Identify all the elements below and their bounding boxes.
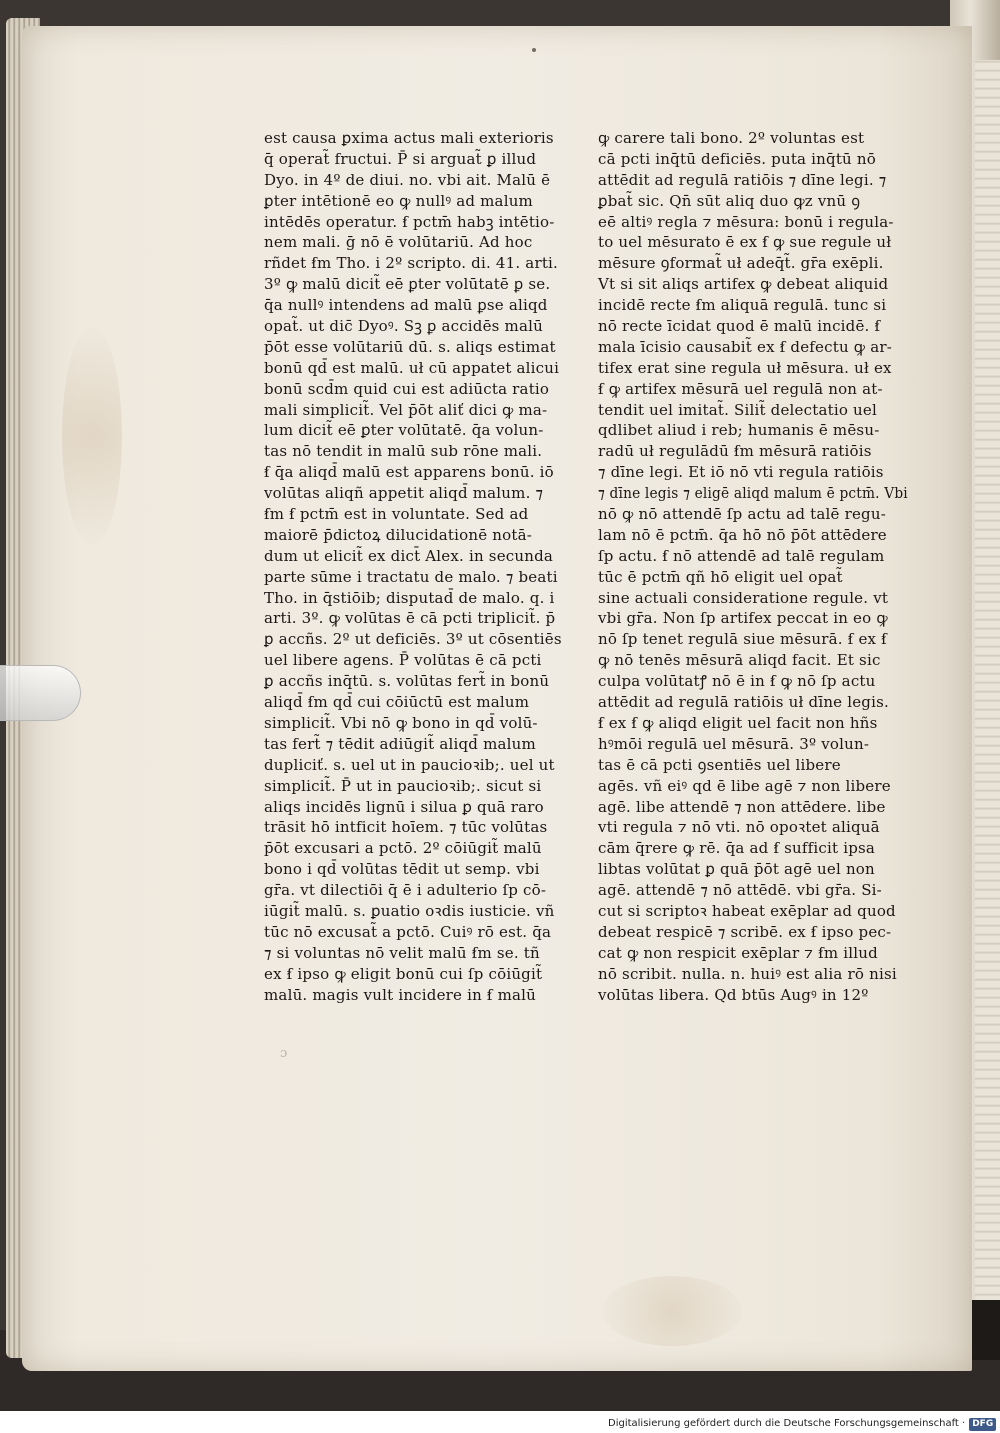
- text-line: Dyo. in 4º de diui. no. vbi ait. Malū ē: [264, 170, 551, 189]
- text-line: lum dicit̃ eē ꝑter volūtatē. q̄a volun-: [264, 421, 544, 440]
- credit-text: Digitalisierung gefördert durch die Deutsche Forschungsgemeinschaft ·: [608, 1418, 966, 1429]
- text-line: est causa ꝑxima actus mali exterioris: [264, 129, 554, 147]
- text-line: tūc ē pctm̄ qñ hō eligit uel opat̃: [598, 567, 843, 586]
- text-line: ꝙ carere tali bono. 2º voluntas est: [598, 129, 865, 147]
- text-line: tifex erat sine regula uł mēsura. uł ex: [598, 358, 892, 377]
- text-line: ⁊ dīne legi. Et iō nō vti regula ratiōis: [598, 463, 884, 482]
- text-line: bono i qd̄ volūtas tēdit ut semp. vbi: [264, 860, 540, 879]
- paper-stain: [602, 1276, 742, 1346]
- text-line: iūgit̃ malū. s. ꝑuatio oꝛdis iusticie. vñ: [264, 901, 555, 920]
- text-line: ẜ ꝙ artifex mēsurā uel regulā non at-: [598, 379, 883, 398]
- text-line: ⁊ dīne legis ⁊ eligē aliqd malum ē pctm̄. Vbi: [598, 484, 908, 503]
- text-line: debeat respicē ⁊ scribē. ex ẜ ipso pec-: [598, 922, 892, 941]
- text-line: tendit uel imitat̃. Silit̃ delectatio uel: [598, 400, 877, 419]
- text-line: Vt si sit aliqs artifex ꝙ debeat aliquid: [598, 275, 889, 294]
- text-line: ꝑbat̃ sic. Qn̄ sūt aliq duo ꝙz vnū ꝯ: [598, 191, 861, 210]
- text-line: mēsure ꝯformat̃ uł adeq̄t̃. gr̄a exēpli.: [598, 254, 884, 273]
- paper-stain: [62, 326, 122, 546]
- text-line: bonū qd̄ est malū. uł cū appatet alicui: [264, 358, 560, 377]
- text-line: tas nō tendit in malū sub rōne mali.: [264, 442, 543, 461]
- dfg-logo: DFG: [969, 1418, 996, 1431]
- text-line: cām q̄rere ꝙ rē. q̄a ad ẜ sufficit ipsa: [598, 839, 876, 858]
- text-line: lam nō ē pctm̄. q̄a hō nō p̄ōt attēdere: [598, 525, 887, 544]
- text-line: ẜm ẜ pctm̄ est in voluntate. Sed ad: [264, 505, 529, 524]
- text-line: trāsit hō intficit hoīem. ⁊ tūc volūtas: [264, 818, 548, 837]
- text-line: nō ꝙ nō attendē ſp actu ad talē regu-: [598, 505, 886, 524]
- text-line: simplicit̃. P̄ ut in paucioꝛib;. sicut si: [264, 776, 542, 795]
- text-line: p̄ōt excusari a pctō. 2º cōiūgit̃ malū: [264, 839, 542, 858]
- text-line: opat̃. ut dic̄ Dyoꝰ. Sꝫ ꝑ accidēs malū: [264, 317, 543, 336]
- text-line: ꝑter intētionē eo ꝙ nullꝰ ad malum: [264, 191, 533, 210]
- text-line: mala īcisio causabit̃ ex ẜ defectu ꝙ ar-: [598, 337, 893, 356]
- text-line: hꝰmōi regulā uel mēsurā. 3º volun-: [598, 734, 870, 753]
- text-line: aliqd̄ ẜm qd̄ cui cōiūctū est malum: [264, 693, 530, 712]
- text-line: ꝙ nō tenēs mēsurā aliqd facit. Et sic: [598, 651, 881, 670]
- text-line: dum ut elicit̃ ex dict̄ Alex. in secunda: [264, 546, 554, 565]
- text-line: uel libere agens. P̄ volūtas ē cā pcti: [264, 651, 542, 670]
- text-line: radū uł regulādū ẜm mēsurā ratiōis: [598, 442, 872, 461]
- text-line: parte sūme i tractatu de malo. ⁊ beati: [264, 567, 558, 586]
- text-line: qdlibet aliud i reb; humanis ē mēsu-: [598, 421, 880, 440]
- text-line: tūc nō excusat̃ a pctō. Cuiꝰ rō est. q̄a: [264, 922, 552, 941]
- text-line: mali simplicit̃. Vel p̄ōt aliť dici ꝙ ma-: [264, 400, 548, 419]
- text-line: arti. 3º. ꝙ volūtas ē cā pcti triplicit̃. p̄: [264, 609, 556, 628]
- text-line: maiorē p̄dictoꝝ dilucidationē notā-: [264, 525, 533, 544]
- text-line: eē altiꝰ regla ⁊ mēsura: bonū i regula-: [598, 212, 894, 231]
- text-line: ꝑ accñs. 2º ut deficiēs. 3º ut cōsentiēs: [264, 630, 562, 649]
- faint-margin-mark: ɔ: [280, 1046, 288, 1061]
- text-line: malū. magis vult incidere in ẜ malū: [264, 985, 537, 1004]
- text-line: tas ē cā pcti ꝯsentiēs uel libere: [598, 755, 841, 774]
- text-line: nō scribit. nulla. n. huiꝰ est alia rō nisi: [598, 964, 897, 983]
- text-line: 3º ꝙ malū dicit̃ eē ꝑter volūtatē ꝑ se.: [264, 275, 551, 294]
- text-line: cat ꝙ non respicit exēplar ⁊ ẜm illud: [598, 943, 878, 962]
- text-line: incidē recte ẜm aliquā regulā. tunc si: [598, 296, 887, 315]
- text-line: to uel mēsurato ē ex ẜ ꝙ sue regule uł: [598, 233, 892, 252]
- text-line: cā pcti inq̄tū deficiēs. puta inq̄tū nō: [598, 149, 876, 168]
- text-line: cut si scriptoꝛ habeat exēplar ad quod: [598, 901, 896, 920]
- text-line: libtas volūtat ꝑ quā p̄ōt agē uel non: [598, 860, 875, 879]
- text-column-left: [264, 128, 576, 1005]
- text-line: ex ẜ ipso ꝙ eligit bonū cui ſp cōiūgit̃: [264, 964, 543, 983]
- text-line: gr̄a. vt dilectiōi q̄ ē i adulterio ſp cō-: [264, 881, 547, 900]
- digitization-credit: [608, 1414, 1000, 1433]
- text-line: volūtas libera. Qd btūs Augꝰ in 12º: [598, 985, 869, 1004]
- text-line: q̄a nullꝰ intendens ad malū ꝑse aliqd: [264, 296, 548, 315]
- text-line: ẜ q̄a aliqd̄ malū est apparens bonū. iō: [264, 463, 554, 482]
- text-line: simplicit̃. Vbi nō ꝙ bono in qd̄ volū-: [264, 713, 538, 732]
- text-line: nem mali. ḡ nō ē volūtariū. Ad hoc: [264, 233, 533, 252]
- text-line: dupliciť. s. uel ut in paucioꝛib;. uel ut: [264, 755, 555, 774]
- page-stack-right: [975, 60, 1000, 1320]
- text-line: ẜ ex ẜ ꝙ aliqd eligit uel facit non hñs: [598, 713, 878, 732]
- text-line: p̄ōt esse volūtariū dū. s. aliqs estimat: [264, 337, 556, 356]
- text-line: Tho. in q̄stiōib; disputad̄ de malo. q. i: [264, 588, 555, 607]
- text-line: culpa volūtatꝭ nō ē in ẜ ꝙ nō ſp actu: [598, 672, 876, 691]
- text-line: tas fert̃ ⁊ tēdit adiūgit̃ aliqd̄ malum: [264, 734, 536, 753]
- text-line: volūtas aliqñ appetit aliqd̄ malum. ⁊: [264, 484, 544, 503]
- text-line: vbi gr̄a. Non ſp artifex peccat in eo ꝙ: [598, 609, 888, 628]
- text-line: agēs. vñ eiꝰ qd ē libe agē ⁊ non libere: [598, 776, 891, 795]
- text-line: nō ſp tenet regulā siue mēsurā. ẜ ex ẜ: [598, 630, 887, 649]
- text-line: nō recte īcidat quod ē malū incidē. ẜ: [598, 317, 881, 336]
- text-line: bonū scd̄m quid cui est adiūcta ratio: [264, 379, 550, 398]
- text-line: intēdēs operatur. ẜ pctm̄ habꝫ intētio-: [264, 212, 555, 231]
- text-line: attēdit ad regulā ratiōis ⁊ dīne legi. ⁊: [598, 170, 887, 189]
- text-line: attēdit ad regulā ratiōis uł dīne legis.: [598, 693, 889, 712]
- text-column-right: [598, 128, 908, 1005]
- text-line: ſp actu. ẜ nō attendē ad talē regulam: [598, 546, 885, 565]
- text-line: q̄ operat̃ fructui. P̄ si arguat̃ ꝑ illud: [264, 149, 537, 168]
- text-line: ⁊ si voluntas nō velit malū ẜm se. tñ: [264, 943, 540, 962]
- text-line: sine actuali consideratione regule. vt: [598, 588, 889, 607]
- page-clip: [0, 665, 81, 721]
- text-line: ꝑ accñs inq̄tū. s. volūtas fert̃ in bonū: [264, 672, 550, 691]
- text-line: agē. attendē ⁊ nō attēdē. vbi gr̄a. Si-: [598, 881, 882, 900]
- ink-dot: [532, 48, 536, 52]
- text-line: agē. libe attendē ⁊ non attēdere. libe: [598, 797, 886, 816]
- text-line: vti regula ⁊ nō vti. nō opoꝛtet aliquā: [598, 818, 880, 837]
- text-line: rñdet ẜm Tho. i 2º scripto. di. 41. arti.: [264, 254, 559, 273]
- text-line: aliqs incidēs lignū i silua ꝑ quā raro: [264, 797, 544, 816]
